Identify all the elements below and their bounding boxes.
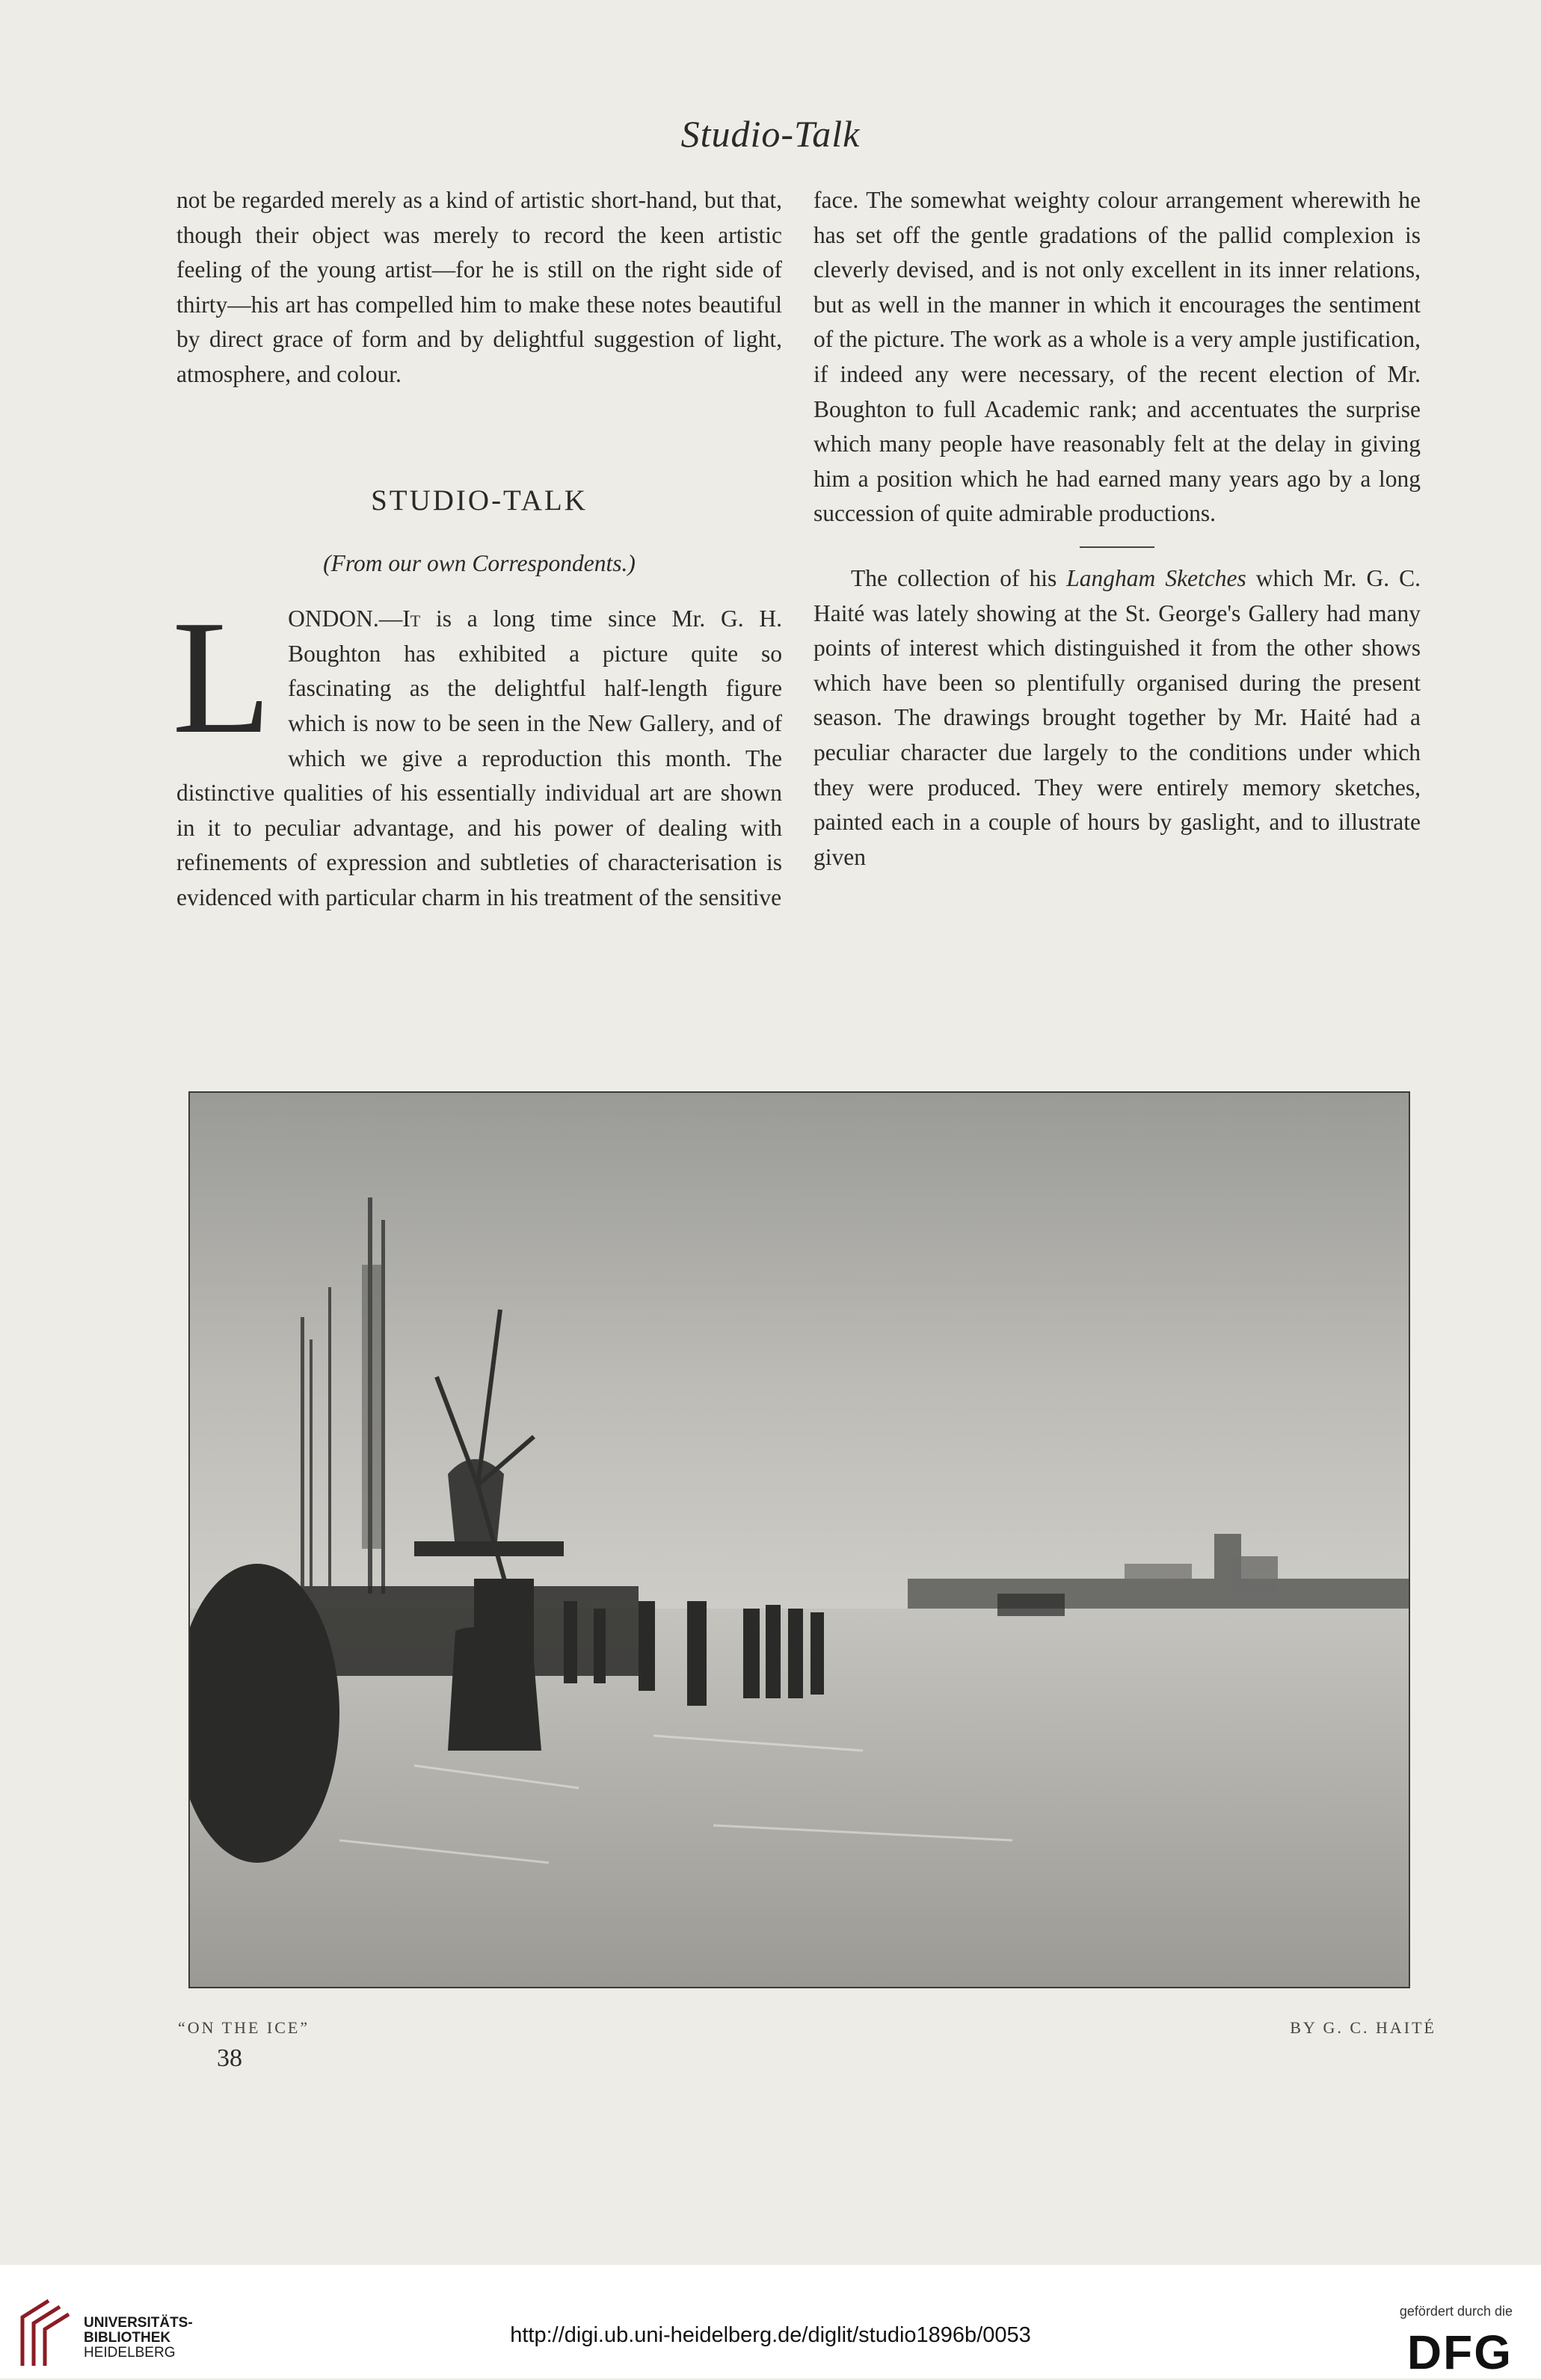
section-rule	[1080, 546, 1154, 548]
london-lead: ONDON.—It	[288, 605, 421, 632]
section-title: STUDIO-TALK	[371, 484, 588, 517]
library-line-3: HEIDELBERG	[84, 2345, 176, 2361]
intro-paragraph: not be regarded merely as a kind of artistic short-hand, but that, though their object was merely to record the keen artistic feeling of the young artist—for he is still on the right side of thirty—his art has compelled him to make these notes beautiful by direct grace of form and by delightful suggestion of light, atmosphere, and colour.	[176, 187, 782, 387]
library-line-1: UNIVERSITÄTS-	[84, 2315, 193, 2331]
haite-paragraph	[813, 561, 1421, 875]
drop-cap: L	[172, 588, 272, 768]
plate-caption-title: “ON THE ICE”	[178, 2018, 310, 2037]
page-number: 38	[217, 2044, 242, 2072]
plate-caption-artist: BY G. C. HAITÉ	[1290, 2018, 1436, 2037]
section-subtitle: (From our own Correspondents.)	[323, 549, 636, 576]
right-column	[813, 183, 1421, 875]
footer-bar	[0, 2265, 1541, 2379]
plate-on-the-ice	[188, 1091, 1410, 1988]
continuation-paragraph: face. The somewhat weighty colour arrangement wherewith he has set off the gentle gradations of the pallid complexion is cleverly devised, and is not only excellent in its inner relations, but as well in the manner in which it encourages the sentiment of the picture. The work as a whole is a very ample justification, if indeed any were necessary, of the recent election of Mr. Boughton to full Academic rank; and accentuates the surprise which many people have reasonably felt at the delay in giving him a position which he had earned many years ago by a long succession of quite admirable productions.	[813, 187, 1421, 527]
langham-sketches-title: Langham Sketches	[1066, 564, 1246, 591]
london-text: is a long time since Mr. G. H. Boughton has exhibited a picture quite so fascinating as the delightful half-length figure which is now to be seen in the New Gallery, and of which we give a reproduction this month. The distinctive qualities of his essentially individual art are shown in it to peculiar advantage, and his power of dealing with refinements of expression and subtleties of characterisation is evidenced with particular charm in his treatment of the sensitive	[176, 605, 782, 910]
library-line-2: BIBLIOTHEK	[84, 2330, 171, 2346]
haite-text: which Mr. G. C. Haité was lately showing at the St. George's Gallery had many points of interest which distinguished it from the other shows which have been so plentifully organised during the present season. The drawings brought together by Mr. Haité had a peculiar character due largely to the conditions under which they were produced. They were entirely memory sketches, painted each in a couple of hours by gaslight, and to illustrate given	[813, 564, 1421, 870]
funding-note: gefördert durch die	[1399, 2304, 1513, 2319]
ice-scene-illustration	[190, 1093, 1409, 1987]
london-paragraph	[172, 588, 782, 915]
running-head: Studio-Talk	[680, 113, 861, 155]
left-column	[172, 183, 782, 916]
dfg-logo: DFG	[1406, 2325, 1513, 2379]
haite-intro: The collection of his	[851, 564, 1067, 591]
digitization-url[interactable]: http://digi.ub.uni-heidelberg.de/diglit/studio1896b/0053	[510, 2323, 1031, 2347]
